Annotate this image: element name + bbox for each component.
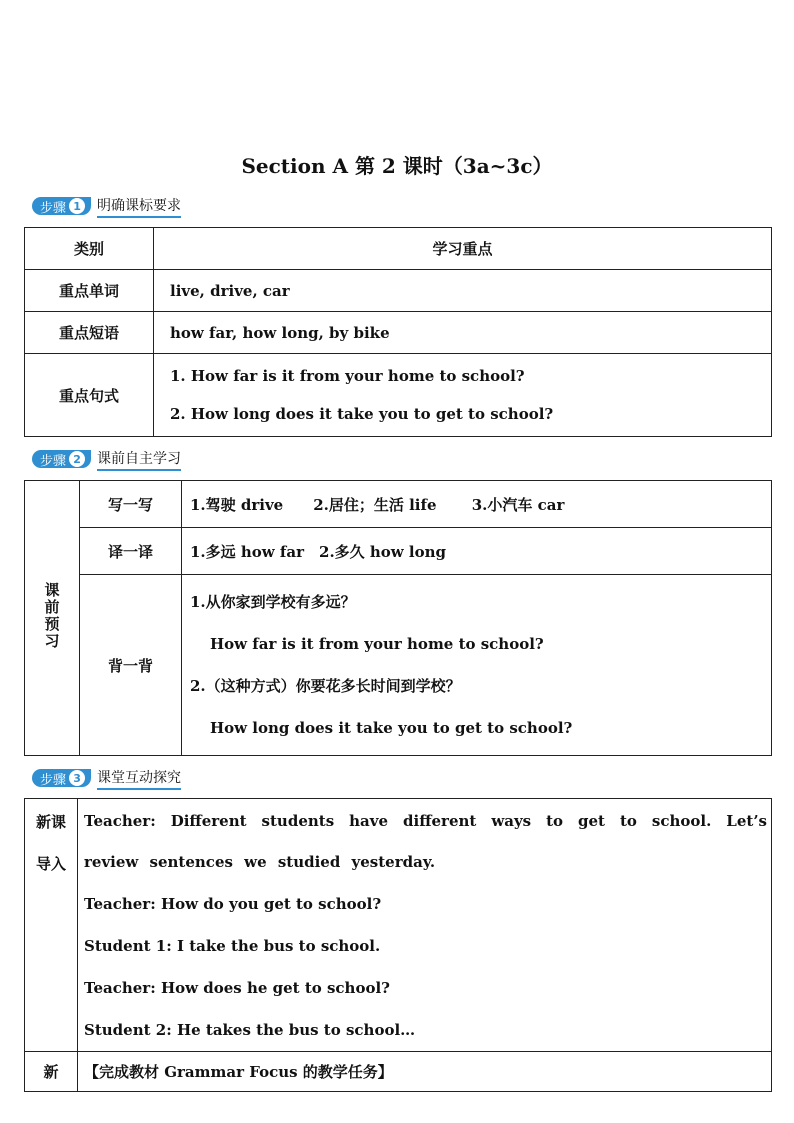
- table-row: [25, 270, 772, 312]
- row-label: 重点单词: [25, 270, 154, 312]
- step-2-heading: [32, 449, 181, 469]
- row-content: 1.多远 how far 2.多久 how long: [182, 528, 772, 575]
- focus-table: [24, 227, 772, 437]
- step-1-heading: [32, 196, 181, 216]
- table-row: [25, 354, 772, 437]
- classroom-table: [24, 798, 772, 1092]
- page-title: Section A 第 2 课时（3a~3c）: [241, 154, 553, 178]
- step-badge: 步骤 2: [32, 450, 91, 468]
- step-label: 课前自主学习: [97, 448, 181, 471]
- row-label: 译一译: [80, 528, 182, 575]
- text-line: Teacher: Different students have different ways to get to school. Let’s review sentences we studied yesterday.: [84, 812, 767, 871]
- table-row: [25, 1052, 772, 1092]
- text-line: 1.从你家到学校有多远？: [190, 593, 356, 611]
- step-number: 2: [69, 451, 85, 467]
- table-row: [25, 528, 772, 575]
- row-label: 重点句式: [25, 354, 154, 437]
- row-content: live, drive, car: [154, 270, 772, 312]
- text-line: Teacher: How does he get to school?: [84, 979, 390, 997]
- row-content: [182, 575, 772, 756]
- step-badge: 步骤 3: [32, 769, 91, 787]
- row-label: 新: [25, 1052, 78, 1092]
- text-line: How far is it from your home to school?: [210, 635, 544, 653]
- row-content: 1.驾驶 drive 2.居住；生活 life 3.小汽车 car: [182, 481, 772, 528]
- row-label: 写一写: [80, 481, 182, 528]
- table-row: [25, 799, 772, 1052]
- side-label-cell: [25, 481, 80, 756]
- text-line: Student 1: I take the bus to school.: [84, 937, 381, 955]
- step-number: 1: [69, 198, 85, 214]
- column-header: 类别: [25, 228, 154, 270]
- step-3-heading: [32, 768, 181, 788]
- table-header-row: [25, 228, 772, 270]
- column-header: 学习重点: [154, 228, 772, 270]
- sentence-line: 2. How long does it take you to get to school?: [170, 405, 554, 423]
- row-content: 【完成教材 Grammar Focus 的教学任务】: [78, 1052, 772, 1092]
- row-label-text: 新课导入: [35, 813, 66, 873]
- row-label: 重点短语: [25, 312, 154, 354]
- step-label: 课堂互动探究: [97, 767, 181, 790]
- text-line: 2.（这种方式）你要花多长时间到学校？: [190, 677, 461, 695]
- step-label: 明确课标要求: [97, 195, 181, 218]
- step-badge: 步骤 1: [32, 197, 91, 215]
- table-row: [25, 312, 772, 354]
- row-content: [154, 354, 772, 437]
- row-label: 背一背: [80, 575, 182, 756]
- side-label: 课前预习: [42, 582, 61, 650]
- row-content: how far, how long, by bike: [154, 312, 772, 354]
- text-line: Student 2: He takes the bus to school…: [84, 1021, 416, 1039]
- text-line: Teacher: How do you get to school?: [84, 895, 382, 913]
- table-row: [25, 481, 772, 528]
- step-number: 3: [69, 770, 85, 786]
- table-row: [25, 575, 772, 756]
- text-line: How long does it take you to get to school?: [210, 719, 573, 737]
- row-label: [25, 799, 78, 1052]
- row-content: [78, 799, 772, 1052]
- preview-table: [24, 480, 772, 756]
- sentence-line: 1. How far is it from your home to school?: [170, 367, 525, 385]
